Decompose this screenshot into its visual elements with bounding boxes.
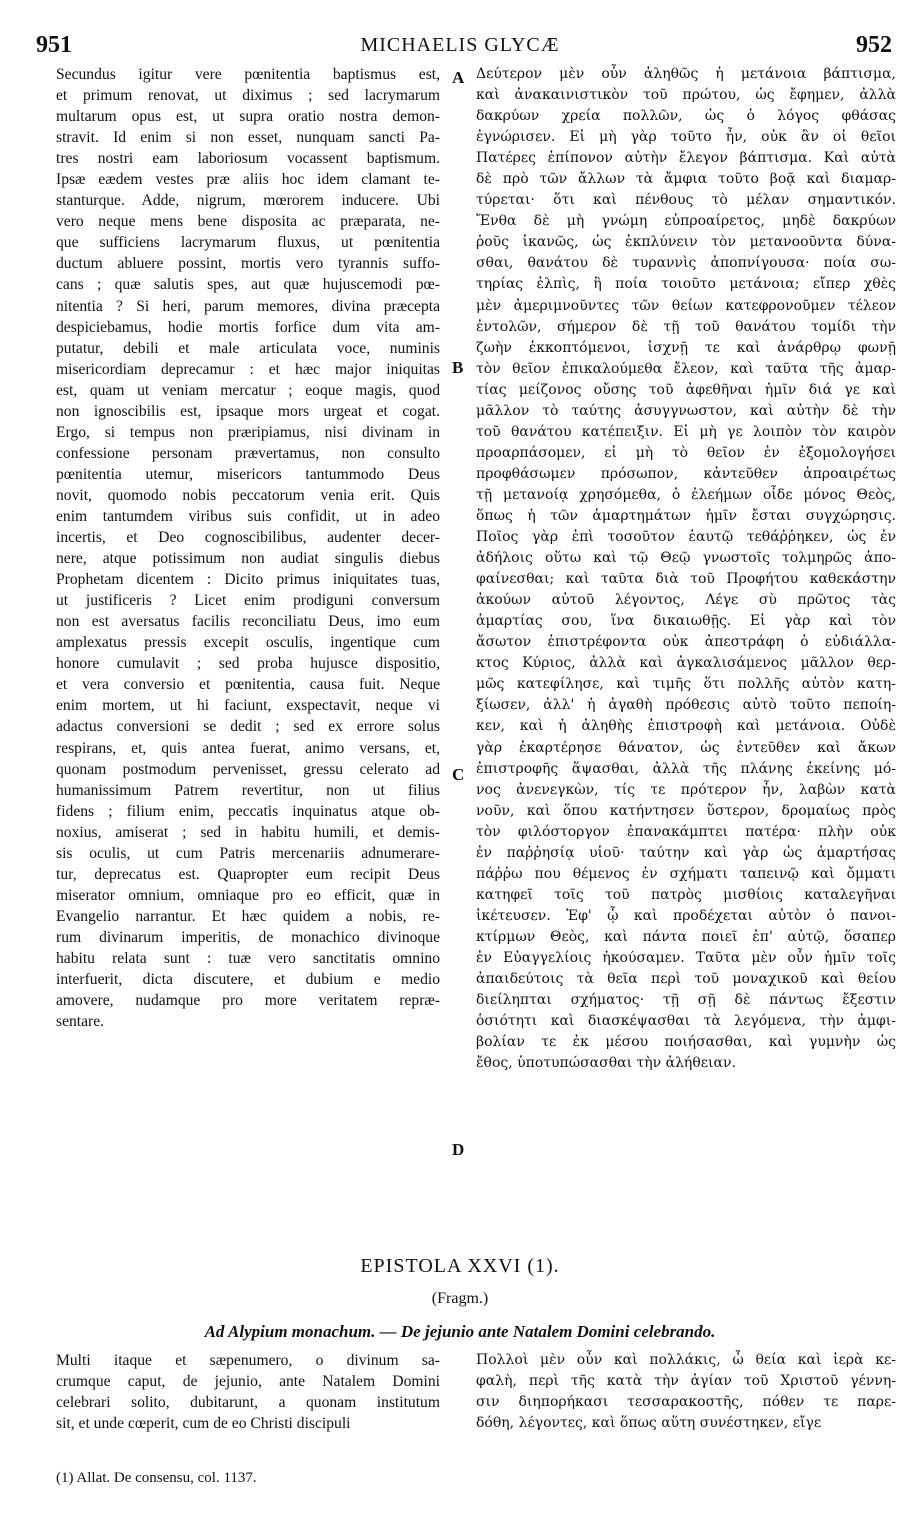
fragment-label: (Fragm.) [431, 1290, 489, 1307]
section-marker-c: C [452, 765, 465, 784]
text-line: φαλὴ, περὶ τῆς κατὰ τὴν ἁγίαν τοῦ Χριστοῦ γέννη- [476, 1373, 896, 1390]
text-line: νος ἀνενεγκὼν, τίς τε πρότερον ἦν, λαβὼν κατὰ [476, 781, 896, 798]
page-number-left: 951 [36, 32, 72, 58]
text-line: crumque caput, de jejunio, ante Natalem Domini [56, 1373, 440, 1391]
text-line: τῇ μετανοίᾳ χρησόμεθα, ὁ ἐλεήμων οἶδε μόνος Θεὸς, [476, 486, 896, 503]
latin-column [56, 64, 440, 1032]
latin-column-epistola [56, 1350, 440, 1434]
text-line: non ignoscibilis est, ipsaque mors urgeat et cogat. [56, 402, 440, 420]
text-line: ut justificeris ? Licet enim prodiguni conversum [56, 592, 440, 610]
text-line: stravit. Id enim si non esset, nunquam sancti Pa- [56, 129, 440, 147]
text-line: ἐγνώρισεν. Εἰ μὴ γὰρ τοῦτο ἦν, οὐκ ἂν οἱ θεῖοι [476, 129, 896, 146]
text-line: μὲν ἀμεριμνοῦντες τῶν θείων κατεφρονοῦμεν τέλεον [476, 297, 896, 314]
text-line: interfuerit, dicta discutere, et dubium e medio [56, 971, 440, 989]
text-line: προαρπάσομεν, εἰ μὴ τὸ θεῖον ἐν ἐξομολογήσει [476, 444, 896, 461]
text-line: Πολλοὶ μὲν οὖν καὶ πολλάκις, ὦ θεία καὶ ἱερὰ κε- [476, 1352, 896, 1368]
text-line: τὸν θεῖον ἐπικαλούμεθα ἔλεον, καὶ ταῦτα τῆς ἁμαρ- [476, 360, 896, 377]
page-number-right: 952 [856, 32, 892, 58]
text-line: stanturque. Adde, nigrum, mœrorem inducere. Ubi [56, 192, 440, 210]
text-line: ἐν παῤῥησίᾳ υἱοῦ· ταύτην καὶ γὰρ ὡς ἁμαρτήσας [476, 844, 896, 861]
text-line: ἐντολῶν, σήμερον δὲ τῇ τοῦ θανάτου τομίδι τὴν [476, 318, 896, 335]
text-line: γὰρ ἐκαρτέρησε θάνατον, ὡς ἐντεῦθεν καὶ ἄκων [476, 739, 896, 756]
text-line: νοῦν, καὶ ὅπου κατήντησεν ὕστερον, δρομαίως πρὸς [476, 802, 896, 819]
text-line: μᾶλλον τὸ ταύτης ἀσυγγνωστον, καὶ αὐτὴν δὲ τὴν [476, 402, 896, 419]
text-line: vero neque mens bene disposita ac præparata, ne- [56, 213, 440, 231]
text-line: Prophetam dicentem : Dicito primus iniquitates tuas, [56, 571, 440, 589]
text-line: enim mortem, ut hi faciunt, exspectavit, neque vi [56, 697, 440, 715]
text-line: βολίαν τε ἐκ μέσου ποιήσασθαι, καὶ γυμνὴν ὡς [476, 1034, 896, 1051]
text-line: σιν διηπορήκασι τεσσαρακοστῆς, πόθεν τε παρε- [476, 1394, 896, 1411]
greek-column [476, 64, 896, 1074]
text-line: nitentia ? Si heri, parum memores, divina præcepta [56, 297, 440, 315]
text-line: ἐπιστροφῆς ἅψασθαι, ἀλλὰ τῆς πλάνης ἐκείνης μό- [476, 760, 896, 777]
text-line: et vera conversio et pœnitentia, causa fuit. Neque [56, 676, 440, 694]
text-line: δακρύων χρεία πολλῶν, ὡς ὁ λόγος φθάσας [476, 108, 896, 125]
text-line: ἁμαρτίας σου, ἵνα δικαιωθῇς. Εἰ γὰρ καὶ τὸν [476, 613, 896, 630]
text-line: est, quam ut veniam mercatur ; eoque magis, quod [56, 381, 440, 399]
text-line: κεν, καὶ ἡ ἀληθὴς ἐπιστροφὴ καὶ μετάνοια. Οὐδὲ [476, 718, 896, 735]
text-line: ductum abluere possint, mortis vero tyrannis suffo- [56, 255, 440, 273]
text-line: amplexatus pressis excepit osculis, ingentique cum [56, 634, 440, 652]
text-line: φαίνεσθαι; καὶ ταῦτα διὰ τοῦ Προφήτου καθεκάστην [476, 571, 896, 588]
epistola-heading: EPISTOLA XXVI (1). [360, 1255, 560, 1277]
section-marker-b: B [452, 358, 464, 377]
epistola-subtitle: Ad Alypium monachum. — De jejunio ante Natalem Domini celebrando. [204, 1322, 716, 1341]
text-line: τὸν φιλόστοργον ἐπανακάμπτει πατέρα· πλὴν οὐκ [476, 823, 896, 840]
text-line: cans ; quæ salutis spes, aut quæ hujuscemodi pœ- [56, 276, 440, 294]
text-line: ὁσιότητι καὶ διασκέψασθαι τὰ λεγόμενα, τὴν ἀμφι- [476, 1013, 896, 1030]
text-line: novit, quomodo nobis peccatorum venia erit. Quis [56, 486, 440, 504]
text-line: ἀδήλοις οὕτω καὶ τῷ Θεῷ γνωστοῖς τολμηρῶς ἀπο- [476, 550, 896, 567]
text-line: que sufficiens lacrymarum fluxus, ut pœnitentia [56, 234, 440, 252]
text-line: fidens ; filium enim, peccatis inquinatus atque ob- [56, 802, 440, 820]
text-line: putatur, debili et male articulata voce, numinis [56, 339, 440, 357]
text-line: πάῤῥω που θέμενος ἐν σχήματι ταπεινῷ καὶ ὄμματι [476, 865, 896, 882]
text-line: humanissimum Patrem revertitur, non ut filius [56, 781, 440, 799]
text-line: ἔθος, ὑποτυπώσασθαι τὴν ἀλήθειαν. [476, 1055, 736, 1072]
text-line: sentare. [56, 1013, 105, 1031]
section-marker-a: A [452, 68, 465, 87]
text-line: tur, deprecatus est. Quapropter eum recipit Deus [56, 865, 440, 883]
text-line: Ipsæ eædem vestes præ aliis hoc idem clamant te- [56, 171, 440, 189]
text-line: Πατέρες ἐπίπονον αὐτὴν ἔλεγον βάπτισμα. Καὶ αὐτὰ [476, 150, 896, 167]
text-line: despiciebamus, hodie mortis forfice dum vita am- [56, 318, 440, 336]
text-line: quonam postmodum pervenisset, gressu celerato ad [56, 760, 440, 778]
text-line: καὶ ἀνακαινιστικὸν τοῦ πρώτου, ὡς ἔφημεν, ἀλλὰ [476, 87, 896, 104]
text-line: pœnitentia utemur, misericors tantummodo Deus [56, 465, 440, 483]
text-line: προφθάσωμεν πρόσωπον, κἀντεῦθεν ἀπροαιρέτως [476, 465, 896, 482]
text-line: sis oculis, ut cum Patris mercenariis adnumerare- [56, 844, 440, 862]
text-line: δόθη, λέγοντες, καὶ ὅπως αὕτη συνέστηκεν, εἴγε [476, 1415, 822, 1432]
text-line: κτος Κύριος, ἀλλὰ καὶ ἀγκαλισάμενος μᾶλλον θερ- [476, 655, 896, 672]
text-line: κτίρμων Θεὸς, καὶ πάντα ποιεῖ ἐπ' αὐτῷ, ὅσαπερ [476, 928, 896, 945]
text-line: enim tantumdem viribus suis confidit, ut in adeo [56, 507, 440, 525]
text-line: misericordiam deprecamur : et hæc major iniquitas [56, 360, 440, 378]
text-line: non est aversatus facilis reconciliatu Deus, imo eum [56, 613, 440, 631]
text-line: ἀκούων αὐτοῦ λέγοντος, Λέγε σὺ πρῶτος τὰς [476, 592, 896, 609]
text-line: δὲ πρὸ τῶν ἄλλων τὰ ἄμφια τοῦτο βοᾷ καὶ διαμαρ- [476, 171, 896, 188]
footnote: (1) Allat. De consensu, col. 1137. [56, 1470, 257, 1486]
text-line: Secundus igitur vere pœnitentia baptismus est, [56, 66, 440, 83]
text-line: incertis, et Deo cognoscibilibus, audenter decer- [56, 529, 440, 547]
section-marker-d: D [452, 1140, 465, 1159]
text-line: confessione personam prævertamus, non consulto [56, 444, 440, 462]
text-line: Evangelio narrantur. Et hæc quidem a nobis, re- [56, 907, 440, 925]
greek-column-epistola [476, 1350, 896, 1434]
text-line: τύρεται· ὅτι καὶ πένθους τὸ μέλαν σημαντικόν. [476, 192, 896, 209]
text-line: sit, et unde cœperit, cum de eo Christi discipuli [56, 1415, 351, 1433]
text-line: ὅπως ἡ τῶν ἁμαρτημάτων ἡμῖν ἔσται συγχώρησις. [476, 507, 896, 524]
text-line: honore cumulavit ; sed proba hujusce dispositio, [56, 655, 440, 673]
text-line: τηρίας ἐλπὶς, ἢ ποία τοιοῦτο μετάνοια; εἴπερ χθὲς [476, 276, 896, 293]
text-line: ἐν Εὐαγγελίοις ἠκούσαμεν. Ταῦτα μὲν οὖν ἡμῖν τοῖς [476, 949, 896, 966]
text-line: Δεύτερον μὲν οὖν ἀληθῶς ἡ μετάνοια βάπτισμα, [476, 66, 896, 82]
text-line: nere, atque potissimum non audiat singulis diebus [56, 550, 440, 568]
text-line: μῶς κατεφίλησε, καὶ τιμῆς ὅτι πολλῆς αὐτὸν κατη- [476, 676, 896, 693]
text-line: ῥοῦς ἱκανῶς, ὡς ἐκπλύνειν τὸν μετανοοῦντα δύνα- [476, 234, 896, 251]
text-line: celebrari solito, dubitarunt, a quonam institutum [56, 1394, 440, 1412]
text-line: amovere, nudamque pro more veritatem repræ- [56, 992, 440, 1010]
text-line: ἄσωτον ἐπιστρέφοντα οὐκ ἀπεστράφη ὁ εὐδιάλλα- [476, 634, 896, 651]
running-title: MICHAELIS GLYCÆ [360, 34, 560, 56]
text-line: Ποῖος γὰρ ἐπὶ τοσοῦτον ἑαυτῷ τεθάῤῥηκεν, ὡς ἐν [476, 529, 896, 546]
text-line: noxius, amiserat ; sed in habitu humili, et demis- [56, 823, 440, 841]
text-line: respirans, et, quis antea fuerat, animo versans, et, [56, 739, 440, 757]
text-line: adactus conversioni se dedit ; sed ex errore solus [56, 718, 440, 736]
text-line: habitu relata sunt : tuæ vero sanctitatis omnino [56, 949, 440, 967]
text-line: τοῦ θανάτου κατέπειξιν. Εἰ μὴ γε λοιπὸν τὸν καιρὸν [476, 423, 896, 440]
text-line: miserator omnium, omniaque pro eo efficit, quæ in [56, 886, 440, 904]
text-line: ἀπαιδεύτοις τὰ θεῖα περὶ τοῦ μοναχικοῦ καὶ θείου [476, 971, 896, 988]
text-line: τίας μείζονος οὔσης τοῦ ἀφεθῆναι ἡμῖν διά γε καὶ [476, 381, 896, 398]
page-header [28, 30, 892, 64]
text-line: multarum opus est, ut supra oratio nostra demon- [56, 108, 440, 126]
text-line: ζωὴν ἐκκοπτόμενοι, ἰσχνῇ τε καὶ ἀνάρθρῳ φωνῇ [476, 339, 896, 356]
text-line: Multi itaque et sæpenumero, o divinum sa- [56, 1352, 440, 1369]
text-line: σθαι, θανάτου δὲ τυραννὶς ἀποπνίγουσα· ποία σω- [476, 255, 896, 272]
text-line: rum divinarum imperitis, de monachico divinoque [56, 928, 440, 946]
text-line: ἱκέτευσεν. Ἐφ' ᾧ καὶ προδέχεται αὐτὸν ὁ πανοι- [476, 907, 896, 924]
text-line: Ergo, si tempus non præripiamus, nisi divinam in [56, 423, 440, 441]
text-line: Ἔνθα δὲ μὴ γνώμη εὐπροαίρετος, μηδὲ δακρύων [476, 213, 896, 230]
text-line: et primum renovat, ut diximus ; sed lacrymarum [56, 87, 440, 105]
text-line: κατηφεῖ τοῖς τοῦ πατρὸς μισθίοις καταλεγῆναι [476, 886, 896, 903]
text-line: ξίωσεν, ἀλλ' ἡ ἀγαθὴ πρόθεσις αὐτὸ τοῦτο πεποίη- [476, 697, 896, 714]
text-line: διείληπται σχήματος· τῇ σῇ δὲ πάντως ἔξεστιν [476, 992, 896, 1009]
text-line: tres nostri eam laboriosum vocassent baptismum. [56, 150, 440, 168]
